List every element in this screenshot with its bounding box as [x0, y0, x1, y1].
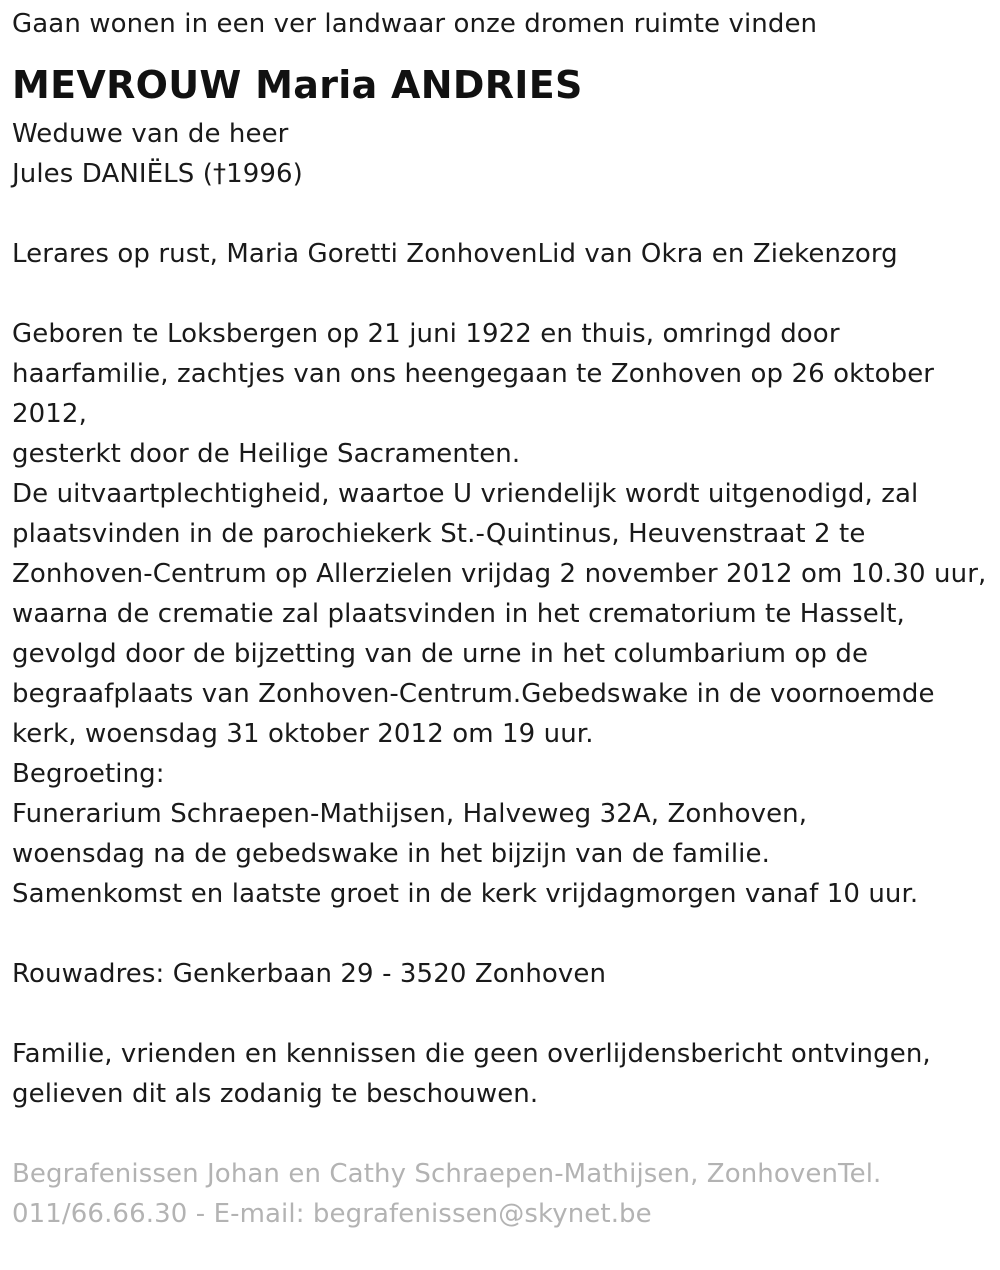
- spacer: [12, 914, 988, 954]
- announcement-line: Samenkomst en laatste groet in de kerk vrijdagmorgen vanaf 10 uur.: [12, 879, 919, 909]
- spouse-line: Jules DANIËLS (†1996): [12, 159, 303, 189]
- notice-line: gelieven dit als zodanig te beschouwen.: [12, 1079, 539, 1109]
- occupation: Lerares op rust, Maria Goretti ZonhovenLid van Okra en Ziekenzorg: [12, 239, 898, 269]
- announcement-line: Funerarium Schraepen-Mathijsen, Halveweg 32A, Zonhoven,: [12, 799, 808, 829]
- motto: Gaan wonen in een ver landwaar onze dromen ruimte vinden: [12, 9, 818, 39]
- spacer: [12, 1114, 988, 1154]
- announcement-line: haarfamilie, zachtjes van ons heengegaan te Zonhoven op 26 oktober: [12, 359, 935, 389]
- widow-line: Weduwe van de heer: [12, 119, 289, 149]
- notice-text: [12, 1034, 988, 1114]
- announcement-text: [12, 314, 988, 914]
- announcement-line: waarna de crematie zal plaatsvinden in het crematorium te Hasselt,: [12, 599, 905, 629]
- mourning-address: Rouwadres: Genkerbaan 29 - 3520 Zonhoven: [12, 959, 607, 989]
- announcement-line: kerk, woensdag 31 oktober 2012 om 19 uur.: [12, 719, 594, 749]
- spacer: [12, 274, 988, 314]
- announcement-line: begraafplaats van Zonhoven-Centrum.Gebedswake in de voornoemde: [12, 679, 935, 709]
- footer-line: Begrafenissen Johan en Cathy Schraepen-Mathijsen, ZonhovenTel.: [12, 1159, 882, 1189]
- announcement-line: 2012,: [12, 399, 87, 429]
- announcement-line: De uitvaartplechtigheid, waartoe U vriendelijk wordt uitgenodigd, zal: [12, 479, 919, 509]
- spacer: [12, 194, 988, 234]
- announcement-line: woensdag na de gebedswake in het bijzijn van de familie.: [12, 839, 770, 869]
- announcement-line: Geboren te Loksbergen op 21 juni 1922 en thuis, omringd door: [12, 319, 840, 349]
- funeral-home-footer: [12, 1154, 988, 1234]
- announcement-line: plaatsvinden in de parochiekerk St.-Quintinus, Heuvenstraat 2 te: [12, 519, 866, 549]
- announcement-line: Begroeting:: [12, 759, 165, 789]
- footer-line: 011/66.66.30 - E-mail: begrafenissen@skynet.be: [12, 1199, 652, 1229]
- announcement-line: Zonhoven-Centrum op Allerzielen vrijdag 2 november 2012 om 10.30 uur,: [12, 559, 987, 589]
- notice-line: Familie, vrienden en kennissen die geen overlijdensbericht ontvingen,: [12, 1039, 931, 1069]
- announcement-line: gevolgd door de bijzetting van de urne in het columbarium op de: [12, 639, 869, 669]
- spacer: [12, 994, 988, 1034]
- announcement-line: gesterkt door de Heilige Sacramenten.: [12, 439, 521, 469]
- deceased-name: MEVROUW Maria ANDRIES: [12, 63, 583, 107]
